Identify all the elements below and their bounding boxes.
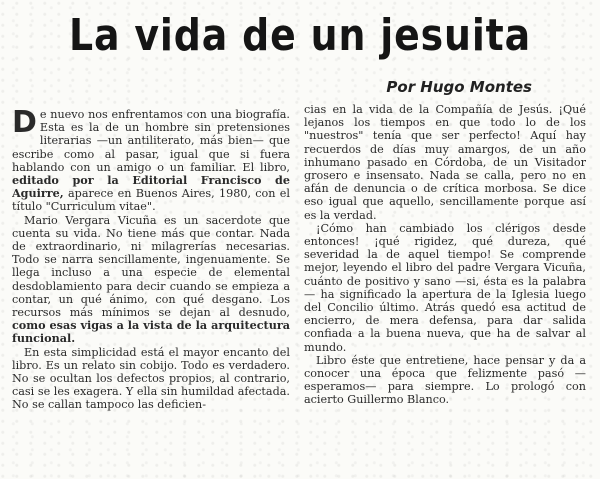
paragraph-text: e nuevo nos enfrentamos con una biografía. Esta es la de un hombre sin pretensiones literarias —un antiliterato, más bien— que escribe como al pasar, igual que si fuera hablando con un amigo o un familiar. El libro, xyxy=(12,108,290,174)
article-byline: Por Hugo Montes xyxy=(386,78,532,96)
paragraph: Libro éste que entretiene, hace pensar y da a conocer una época que felizmente pasó —esperamos— para siempre. Lo prologó con acierto Guillermo Blanco. xyxy=(304,353,586,407)
paragraph-text: Mario Vergara Vicuña es un sacerdote que cuenta su vida. No tiene más que contar. Nada de extraordinario, ni milagrerías necesarias. Todo se narra sencillamente, ingenuamente. Se llega incluso a una especie de elemental desdoblamiento para decir cuando se empieza a contar, un qué ánimo, con qué desgano. Los recursos más mínimos se dejan al desnudo, xyxy=(12,213,290,320)
article-column-right xyxy=(304,103,586,471)
paragraph: ¡Cómo han cambiado los clérigos desde entonces! ¡qué rigidez, qué dureza, qué severidad la de aquel tiempo! Se comprende mejor, leyendo el libro del padre Vergara Vicuña, cuánto de positivo y sano —si, ésta es la palabra— ha significado la apertura de la Iglesia luego del Concilio último. Atrás quedó esa actitud de encierro, de mera defensa, para dar salida confiada a la buena nueva, que ha de salvar al mundo. xyxy=(304,221,586,354)
article-headline: La vida de un jesuita xyxy=(69,10,531,61)
emphasis-text: como esas vigas a la vista de la arquitectura funcional. xyxy=(12,318,290,346)
paragraph xyxy=(12,214,290,346)
paragraph-text: aparece en Buenos Aires, 1980, con el título "Curriculum vitae". xyxy=(12,187,290,214)
article-column-left xyxy=(12,108,290,476)
paragraph: cias en la vida de la Compañía de Jesús. ¡Qué lejanos los tiempos en que todo lo de los "nuestros" tenía que ser perfecto! Aquí hay recuerdos de días muy amargos, de un año inhumano pasado en Córdoba, de un Visitador grosero e insensato. Nada se calla, pero no en afán de denuncia o de crítica morbosa. Se dice eso igual que aquello, sencillamente porque así es la verdad. xyxy=(304,103,586,222)
paragraph xyxy=(12,108,290,214)
drop-cap: D xyxy=(12,108,37,140)
paragraph: En esta simplicidad está el mayor encanto del libro. Es un relato sin cobijo. Todo es verdadero. No se ocultan los defectos propios, al contrario, casi se les exagera. Y ella sin humildad afectada. No se callan tampoco las deficien- xyxy=(12,345,290,412)
publisher-text: editado por la Editorial Francisco de Aguirre, xyxy=(12,173,290,201)
